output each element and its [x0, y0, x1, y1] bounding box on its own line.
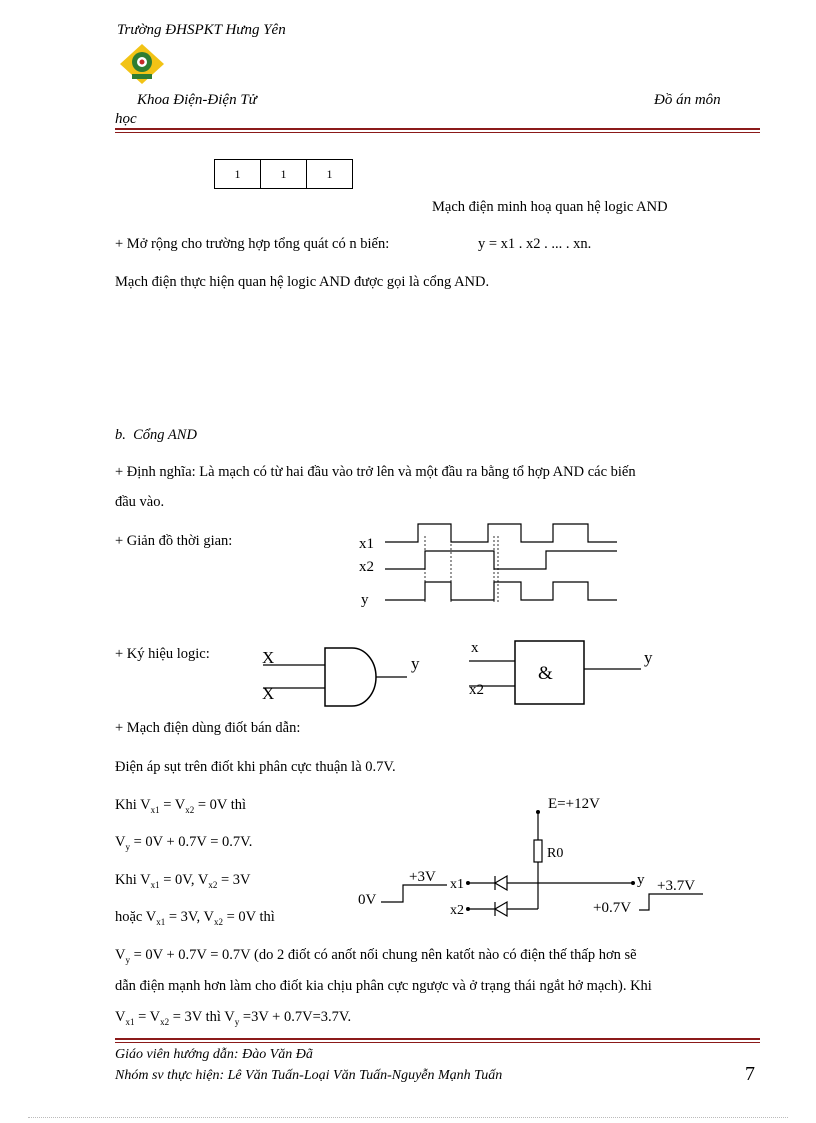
school-logo-icon	[118, 42, 166, 86]
timing-diagram	[355, 516, 625, 611]
output-high-label: +3.7V	[657, 878, 696, 894]
and-gate-definition: Mạch điện thực hiện quan hệ logic AND được gọi là cổng AND.	[115, 274, 490, 290]
case-line-5: $V_y = 0V + 0.7V = 0.7V$ (do 2 điốt có anốt nối chung nên katốt nào có điện thế thấp hơn sẽ	[115, 947, 637, 965]
header-rule-thin	[115, 132, 760, 133]
project-title-cont: học	[115, 111, 137, 127]
and-gate-icon	[325, 648, 376, 706]
input-high-label: +3V	[409, 869, 436, 885]
output-label: y	[637, 872, 645, 888]
project-title: Đồ án môn	[654, 92, 721, 108]
box-and-symbol: &	[538, 663, 553, 684]
output-step-icon	[639, 894, 703, 910]
definition-line2: đầu vào.	[115, 494, 165, 510]
resistor-icon	[534, 840, 542, 862]
signal-label-y: y	[361, 592, 369, 608]
timing-guides	[425, 536, 498, 602]
section-label: b.	[115, 427, 126, 443]
resistor-label: R0	[547, 846, 564, 861]
table-cell: 1	[215, 160, 261, 189]
supply-label: E=+12V	[548, 796, 600, 812]
diode-and-circuit	[355, 790, 715, 925]
input-low-label: 0V	[358, 892, 377, 908]
table-cell: 1	[307, 160, 353, 189]
page-number: 7	[745, 1063, 755, 1085]
diode-icon	[495, 902, 507, 916]
waveform-x2	[385, 551, 617, 569]
section-title: Cổng AND	[133, 427, 197, 443]
footer-rule	[115, 1038, 760, 1040]
logic-symbol-label: + Ký hiệu logic:	[115, 646, 210, 662]
case-line-2: $V_y = 0V + 0.7V = 0.7V$.	[115, 834, 253, 852]
gate-input-x: X	[262, 648, 275, 667]
gate-output-y: y	[411, 654, 420, 673]
output-node-icon	[631, 881, 635, 885]
table-cell: 1	[261, 160, 307, 189]
diode-icon	[495, 876, 507, 890]
input-step-icon	[381, 885, 447, 902]
students: Nhóm sv thực hiện: Lê Văn Tuấn-Loại Văn Tuấn-Nguyễn Mạnh Tuấn	[115, 1068, 503, 1083]
output-low-label: +0.7V	[593, 900, 632, 916]
case-line-3: Khi $V_{x1} = 0V$, $V_{x2} = 3V$	[115, 872, 251, 890]
circuit-caption: Mạch điện minh hoạ quan hệ logic AND	[432, 199, 668, 215]
case-line-6: dẫn điện mạnh hơn làm cho điốt kia chịu phân cực ngược và ở trạng thái ngắt hở mạch). Khi	[115, 978, 652, 994]
signal-label-x2: x2	[359, 559, 374, 575]
faculty-name: Khoa Điện-Điện Tử	[137, 92, 257, 108]
table-row	[215, 160, 353, 189]
signal-label-x1: x1	[359, 536, 374, 552]
school-name: Trường ĐHSPKT Hưng Yên	[117, 22, 286, 38]
input-label-x1: x1	[450, 877, 464, 892]
timing-label: + Giản đồ thời gian:	[115, 533, 233, 549]
truth-table	[214, 159, 353, 189]
diode-circuit-label: + Mạch điện dùng điốt bán dẫn:	[115, 720, 301, 736]
input-label-x2: x2	[450, 903, 464, 918]
box-input-x2: x2	[469, 682, 484, 698]
case-line-4: hoặc $V_{x1} = 3V$, $V_{x2} = 0V$ thì	[115, 909, 275, 927]
extension-text: + Mở rộng cho trường hợp tổng quát có n biến:	[115, 236, 390, 252]
waveform-x1	[385, 524, 617, 542]
supervisor: Giáo viên hướng dẫn: Đào Văn Đã	[115, 1047, 313, 1062]
gate-input-x: X	[262, 684, 275, 703]
extension-formula: y = x1 . x2 . ... . xn.	[478, 236, 592, 252]
definition-line1: + Định nghĩa: Là mạch có từ hai đầu vào trở lên và một đầu ra bằng tổ hợp AND các biến	[115, 464, 636, 480]
voltage-drop-text: Điện áp sụt trên điốt khi phân cực thuận là 0.7V.	[115, 759, 396, 775]
section-heading	[115, 427, 197, 444]
header-rule	[115, 128, 760, 130]
footer-rule-thin	[115, 1042, 760, 1043]
page-edge	[28, 1117, 788, 1118]
box-output-y: y	[644, 648, 653, 667]
case-line-7: $V_{x1} = V_{x2} = 3V$ thì $V_y =3V + 0.7V=3.7V$.	[115, 1009, 352, 1027]
logic-symbols	[255, 636, 675, 711]
waveform-y	[385, 582, 617, 600]
box-input-x: x	[471, 640, 479, 656]
case-line-1: Khi $V_{x1} = V_{x2} = 0V$ thì	[115, 797, 247, 815]
